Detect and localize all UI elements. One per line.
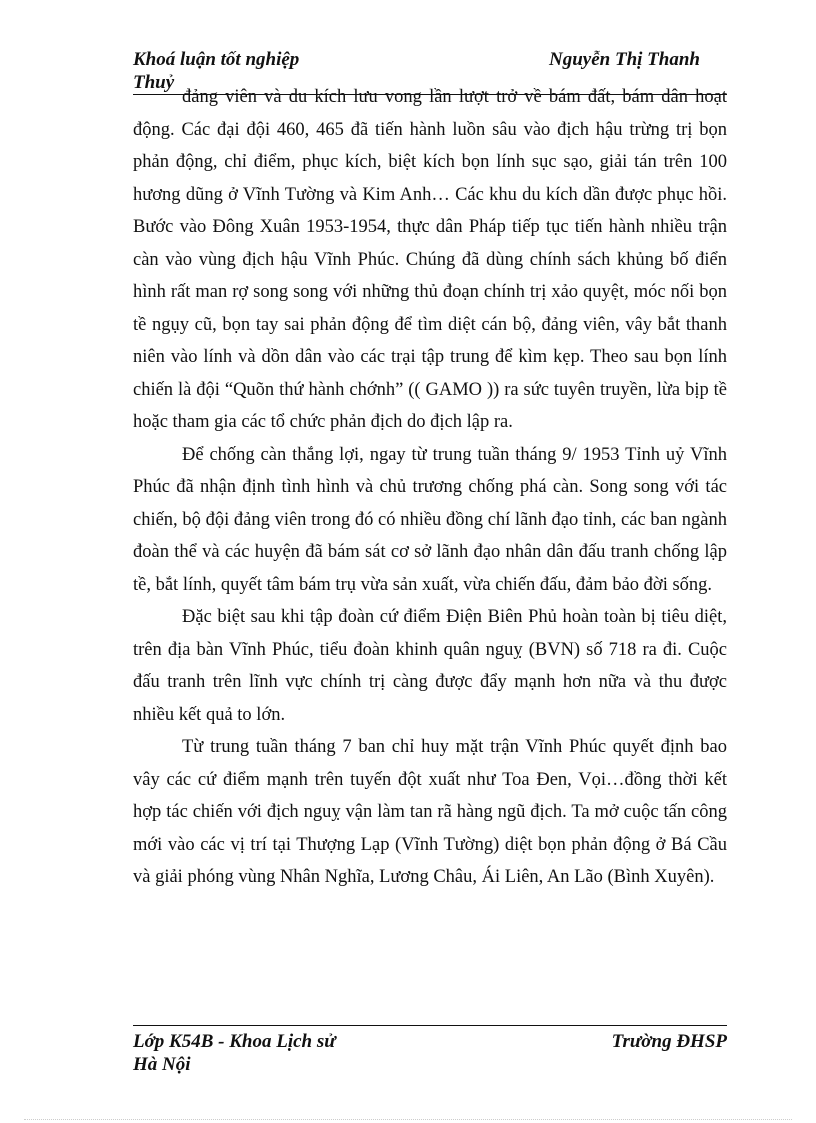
paragraph-4: Từ trung tuần tháng 7 ban chỉ huy mặt trận Vĩnh Phúc quyết định bao vây các cứ điểm mạnh trên tuyến đột xuất như Toa Đen, Vọi…đồng thời kết hợp tác chiến với địch nguỵ vận làm tan rã hàng ngũ địch. Ta mở cuộc tấn công mới vào các vị trí tại Thượng Lạp (Vĩnh Tường) diệt bọn phản động ở Bá Cầu và giải phóng vùng Nhân Nghĩa, Lương Châu, Ái Liên, An Lão (Bình Xuyên). (133, 737, 727, 887)
footer-university-label: Trường ĐHSP (611, 1031, 727, 1052)
page-bottom-edge (24, 1119, 792, 1120)
paragraph-2: Để chống càn thắng lợi, ngay từ trung tuần tháng 9/ 1953 Tỉnh uỷ Vĩnh Phúc đã nhận định tình hình và chủ trương chống phá càn. Song song với tác chiến, bộ đội đảng viên trong đó có nhiều đồng chí lãnh đạo tỉnh, các ban ngành đoàn thể và các huyện đã bám sát cơ sở lãnh đạo nhân dân đấu tranh chống lập tề, bắt lính, quyết tâm bám trụ vừa sản xuất, vừa chiến đấu, đảm bảo đời sống. (133, 444, 727, 595)
paragraph-3: Đặc biệt sau khi tập đoàn cứ điểm Điện Biên Phủ hoàn toàn bị tiêu diệt, trên địa bàn Vĩnh Phúc, tiểu đoàn khinh quân nguỵ (BVN) số 718 ra đi. Cuộc đấu tranh trên lĩnh vực chính trị càng được đẩy mạnh hơn nữa và thu được nhiều kết quả to lớn. (133, 607, 727, 725)
paragraph-1: đảng viên và du kích lưu vong lần lượt trở về bám đất, bám dân hoạt động. Các đại đội 460, 465 đã tiến hành luồn sâu vào địch hậu trừng trị bọn phản động, chỉ điểm, phục kích, biệt kích bọn lính sục sạo, giải tán trên 100 hương dũng ở Vĩnh Tường và Kim Anh… Các khu du kích dần được phục hồi. Bước vào Đông Xuân 1953-1954, thực dân Pháp tiếp tục tiến hành nhiều trận càn vào vùng địch hậu Vĩnh Phúc. Chúng đã dùng chính sách khủng bố điển hình rất man rợ song song với những thủ đoạn chính trị xảo quyệt, móc nối bọn tề ngụy cũ, bọn tay sai phản động để tìm diệt cán bộ, đảng viên, vây bắt thanh niên vào lính và dồn dân vào các trại tập trung để kìm kẹp. Theo sau bọn lính chiến là đội “Quõn thứ hành chớnh” (( GAMO )) ra sức tuyên truyền, lừa bịp tề hoặc tham gia các tổ chức phản địch do địch lập ra. (133, 87, 727, 432)
footer-university-continued: Hà Nội (133, 1054, 191, 1075)
footer-divider (133, 1025, 727, 1026)
header-author-name: Nguyễn Thị Thanh (549, 49, 700, 70)
footer-class-label: Lớp K54B - Khoa Lịch sử (133, 1031, 336, 1052)
header-author-name-continued: Thuỷ (133, 72, 175, 93)
header-thesis-label: Khoá luận tốt nghiệp (133, 49, 300, 70)
body-text (133, 81, 727, 894)
